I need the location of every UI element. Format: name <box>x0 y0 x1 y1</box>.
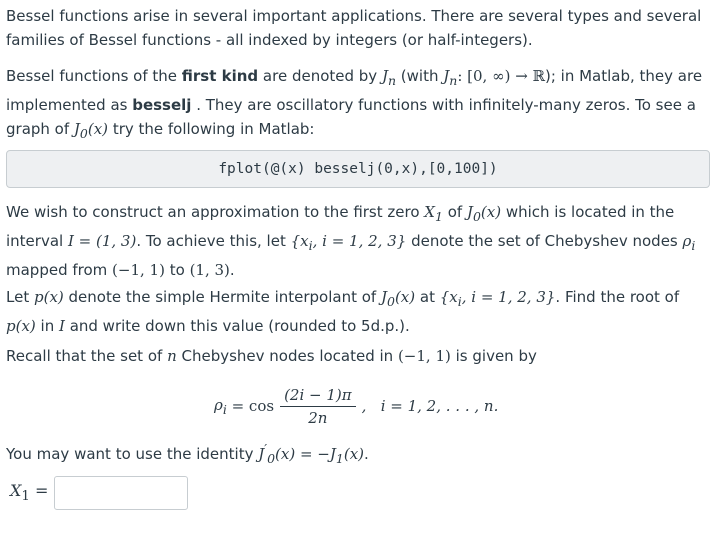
first-kind-paragraph <box>6 64 710 146</box>
text: at <box>415 288 440 306</box>
symbol: {x <box>290 232 309 250</box>
equals-sign: = <box>34 481 49 501</box>
intro-paragraph <box>6 4 710 52</box>
math-identity <box>258 441 365 466</box>
argument: (x) <box>394 288 416 306</box>
answer-input[interactable] <box>54 476 188 510</box>
math-interval: (−1, 1) <box>397 347 451 365</box>
text: Recall that the set of <box>6 347 168 365</box>
text: Let <box>6 288 34 306</box>
argument: (x) <box>87 120 109 138</box>
subscript: i <box>457 294 462 309</box>
math-interval: I = (1, 3) <box>67 232 137 250</box>
symbol: J <box>258 445 265 463</box>
symbol: X <box>424 203 435 221</box>
answer-row <box>10 474 188 512</box>
text: . <box>364 445 369 463</box>
text: in <box>35 317 59 335</box>
math-n: n <box>167 347 177 365</box>
text: is given by <box>450 347 537 365</box>
text: and write down this value (rounded to 5d.p.). <box>64 317 410 335</box>
argument: (x) = − <box>275 445 330 463</box>
math-p: p(x) <box>6 317 36 335</box>
text: . Find the root of <box>555 288 680 306</box>
symbol: X <box>10 481 22 501</box>
text: ); in Matlab, they are implemented as <box>6 67 703 114</box>
math-from: (−1, 1) <box>112 261 165 279</box>
formula-fraction <box>280 386 356 427</box>
symbol: ρ <box>682 232 692 250</box>
construct-paragraph <box>6 200 710 282</box>
text: . They are oscillatory functions with infinitely-many zeros. To see a graph of <box>6 96 696 138</box>
text: denote the set of Chebyshev nodes <box>406 232 683 250</box>
text: (with <box>396 67 444 85</box>
math-set <box>290 232 407 253</box>
text: You may want to use the identity <box>6 445 259 463</box>
subscript: 1 <box>335 451 344 466</box>
symbol: J <box>73 120 80 138</box>
argument: (x) <box>343 445 365 463</box>
answer-label <box>10 481 48 504</box>
math-i: I <box>58 317 65 335</box>
math-rho <box>682 232 696 253</box>
math-jn-2 <box>443 67 458 88</box>
fraction-numerator: (2i − 1)π <box>280 386 356 407</box>
argument: (x) <box>480 203 502 221</box>
set-rest: , i = 1, 2, 3} <box>461 288 556 306</box>
bold-first-kind: first kind <box>181 67 259 85</box>
symbol: J <box>329 445 336 463</box>
hermite-paragraph <box>6 285 710 338</box>
identity-paragraph <box>6 437 710 471</box>
bold-besselj: besselj <box>132 96 192 114</box>
code-text: fplot(@(x) besselj(0,x),[0,100]) <box>218 161 498 177</box>
math-j0 <box>380 288 416 309</box>
subscript: i <box>308 238 313 253</box>
prime: ′ <box>264 441 268 456</box>
math-x1 <box>424 203 443 224</box>
text: of <box>442 203 467 221</box>
set-rest: , i = 1, 2, 3} <box>312 232 407 250</box>
chebyshev-formula <box>214 378 498 434</box>
text: We wish to construct an approximation to the first zero <box>6 203 425 221</box>
subscript: 0 <box>79 126 88 141</box>
text: are denoted by <box>258 67 382 85</box>
subscript: 1 <box>434 209 443 224</box>
subscript: i <box>691 238 696 253</box>
subscript: 0 <box>267 451 276 466</box>
math-to: (1, 3) <box>189 261 230 279</box>
text: to <box>164 261 190 279</box>
text: . To achieve this, let <box>136 232 291 250</box>
matlab-code-block <box>6 150 710 188</box>
subscript: i <box>222 401 227 417</box>
text: mapped from <box>6 261 113 279</box>
math-j0 <box>466 203 502 224</box>
recall-paragraph <box>6 344 710 368</box>
subscript: 0 <box>472 209 481 224</box>
text: Bessel functions of the <box>6 67 182 85</box>
text: . <box>229 261 235 279</box>
text: which is located in the interval <box>6 203 675 250</box>
formula-lhs <box>214 396 227 417</box>
symbol: J <box>466 203 473 221</box>
text: Chebyshev nodes located in <box>176 347 398 365</box>
fraction-denominator: 2n <box>308 408 328 427</box>
text: try the following in Matlab: <box>108 120 315 138</box>
symbol: J <box>380 288 387 306</box>
intro-text: Bessel functions arise in several important applications. There are several types and several families of Bessel functions - all indexed by integers (or half-integers). <box>6 7 702 49</box>
symbol: {x <box>439 288 458 306</box>
text: denote the simple Hermite interpolant of <box>63 288 381 306</box>
math-jn <box>381 67 397 88</box>
subscript: 1 <box>21 489 30 505</box>
math-j0 <box>73 120 109 141</box>
formula-cos: = cos <box>226 397 275 415</box>
symbol: J <box>443 67 450 85</box>
subscript: 0 <box>386 294 395 309</box>
symbol: J <box>381 67 388 85</box>
subscript: n <box>387 73 397 88</box>
math-p: p(x) <box>33 288 64 306</box>
math-set <box>439 288 556 309</box>
math-mapping: : [0, ∞) → ℝ <box>457 67 545 85</box>
subscript: n <box>449 73 458 88</box>
symbol: ρ <box>214 395 223 414</box>
formula-index-range: , i = 1, 2, . . . , n. <box>361 397 499 415</box>
